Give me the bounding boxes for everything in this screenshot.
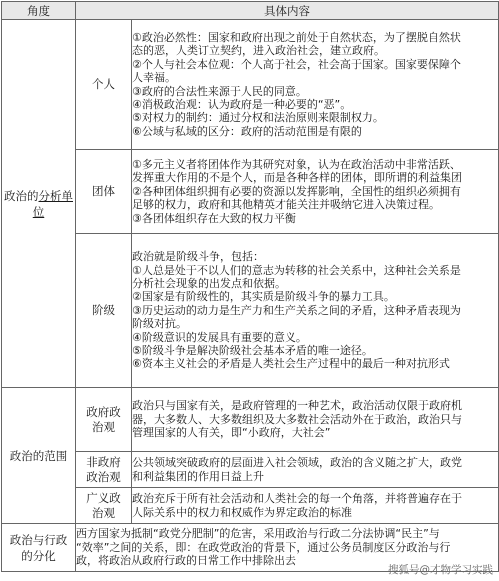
subcategory-broad-line: 广义政 <box>86 490 121 505</box>
content-line: ③各团体组织存在大致的权力平衡 <box>132 211 296 225</box>
content-line: ③政府的合法性来源于人民的同意。 <box>132 84 307 98</box>
content-line: 管理国家的人有关，即“小政府，大社会” <box>132 426 331 440</box>
content-class <box>132 234 499 388</box>
category-admin-line: 的分化 <box>21 548 56 563</box>
subcategory-gov-line: 政府政 <box>86 404 121 419</box>
content-line: 态的恶，人类订立契约，进入政治社会，建立政府。 <box>132 44 385 58</box>
content-line: 政治就是阶级斗争，包括： <box>132 250 264 264</box>
content-line: ②国家是有阶级性的，其实质是阶级斗争的暴力工具。 <box>132 290 395 304</box>
content-line: 阶级对抗。 <box>132 317 187 331</box>
content-line: 发挥重大作用的不是个人，而是各种各样的团体，即所谓的利益集团 <box>132 171 462 185</box>
content-line: 和利益集团的作用日益上升 <box>132 469 264 483</box>
content-line: “效率”之间的关系，即：在政党政治的背景下，通过公务员制度区分政治与行 <box>76 540 451 554</box>
subcategory-group: 团体 <box>76 150 132 234</box>
content-line: ③历史运动的动力是生产力和生产关系之间的矛盾，这种矛盾表现为 <box>132 303 461 317</box>
content-line: 政，将政治从政府行政的日常工作中排除出去 <box>76 554 296 568</box>
content-line: ①人总是处于不以人们的意志为转移的社会关系中，这种社会关系是 <box>132 263 461 277</box>
watermark: 搜狐号@才物学习实践 <box>388 564 493 576</box>
content-line: ⑥资本主义社会的矛盾是人类社会生产过程中的最后一种对抗形式 <box>132 357 450 371</box>
subcategory-nongov <box>76 452 132 488</box>
content-line: ①政治必然性：国家和政府出现之前处于自然状态，为了摆脱自然状 <box>132 30 461 44</box>
content-line: 分析社会现象的出发点和依据。 <box>132 276 286 290</box>
subcategory-broad-line: 治观 <box>92 505 115 520</box>
subcategory-individual: 个人 <box>76 20 132 150</box>
content-line: ④阶级意识的发展具有重要的意义。 <box>132 330 307 344</box>
content-line: 政治只与国家有关，是政府管理的一种艺术，政治活动仅限于政府机 <box>132 399 462 413</box>
subcategory-nongov-line: 政治观 <box>86 469 121 484</box>
header-content: 具体内容 <box>76 2 499 20</box>
subcategory-broad <box>76 488 132 524</box>
content-line: 公共领域突破政府的层面进入社会领域，政治的含义随之扩大，政党 <box>132 456 462 470</box>
subcategory-gov-line: 治观 <box>92 419 115 434</box>
content-line: 足够的权力，政府和其他精英才能关注并吸纳它进入决策过程。 <box>132 198 440 212</box>
content-line: ②各种团体组织拥有必要的资源以发挥影响，全国性的组织必须拥有 <box>132 184 461 198</box>
subcategory-class: 阶级 <box>76 234 132 388</box>
content-group <box>132 150 499 234</box>
category-analysis-label: 政治的分析单位 <box>4 188 73 219</box>
content-individual <box>132 20 499 150</box>
content-line: ②个人与社会本位观：个人高于社会，社会高于国家。国家要保障个 <box>132 57 461 71</box>
content-line: 政治充斥于所有社会活动和人类社会的每一个角落，并将普遍存在于 <box>132 492 462 506</box>
content-broad <box>132 488 499 524</box>
category-scope: 政治的范围 <box>2 388 76 524</box>
content-line: 人幸福。 <box>132 71 176 85</box>
header-angle: 角度 <box>2 2 76 20</box>
content-gov <box>132 388 499 452</box>
subcategory-gov <box>76 388 132 452</box>
category-admin-line: 政治与行政 <box>9 532 68 547</box>
content-line: 西方国家为抵制“政党分肥制”的危害，采用政治与行政二分法协调“民主”与 <box>76 527 440 541</box>
policy-content-table <box>1 1 499 572</box>
category-admin <box>2 524 76 572</box>
content-line: ④消极政治观：认为政府是一种必要的“恶”。 <box>132 97 352 111</box>
content-nongov <box>132 452 499 488</box>
content-line: 器，大多数人、大多数组织及大多数社会活动外在于政治，政治只与 <box>132 412 462 426</box>
content-line: ①多元主义者将团体作为其研究对象，认为在政治活动中非常活跃、 <box>132 157 461 171</box>
content-line: ⑤阶级斗争是解决阶级社会基本矛盾的唯一途径。 <box>132 344 373 358</box>
subcategory-nongov-line: 非政府 <box>86 454 121 469</box>
content-line: ⑤对权力的制约：通过分权和法治原则来限制权力。 <box>132 111 384 125</box>
content-line: 人际关系中的权力和权威作为界定政治的标准 <box>132 505 352 519</box>
content-line: ⑥公域与私域的区分：政府的活动范围是有限的 <box>132 124 362 138</box>
category-analysis-unit <box>2 20 76 388</box>
